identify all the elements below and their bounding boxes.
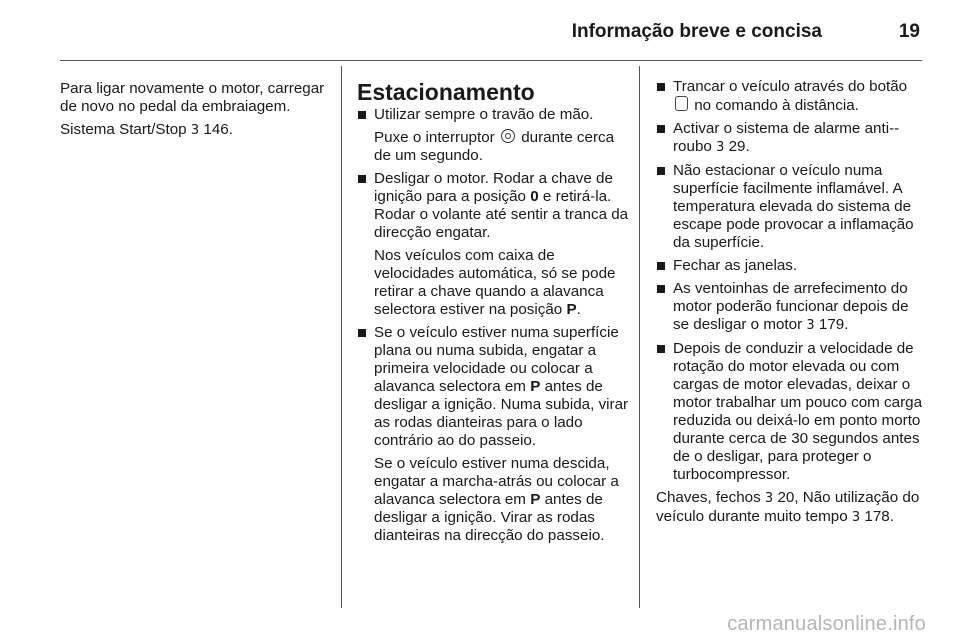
page-reference-icon: 3	[851, 510, 861, 525]
column-1	[60, 80, 328, 145]
paragraph-reference: Chaves, fechos 3 20, Não utilização do veículo durante muito tempo 3 178.	[656, 489, 920, 525]
list-item: Não estacionar o veículo numa superfície facilmente inflamável. A temperatura elevada do sistema de escape pode provocar a inflamação da superfície.	[656, 162, 926, 252]
page-reference-icon: 3	[190, 123, 200, 138]
list-item-detail: Se o veículo estiver numa descida, engatar a marcha-atrás ou colocar a alavanca selectora em P antes de desligar a ignição. Virar as rodas dianteiras na direcção do passeio.	[374, 455, 619, 544]
paragraph: Para ligar novamente o motor, carregar de novo no pedal da embraiagem.	[60, 80, 325, 115]
column-divider	[341, 66, 342, 608]
watermark: carmanualsonline.info	[727, 613, 926, 635]
page-reference-icon: 3	[716, 140, 725, 155]
page-number: 19	[898, 21, 920, 42]
list-item: Activar o sistema de alarme anti--roubo 3 29.	[656, 120, 926, 157]
header-rule	[60, 60, 922, 61]
list-item: Trancar o veículo através do botão no comando à distância.	[656, 78, 926, 115]
page-reference-icon: 3	[806, 318, 815, 333]
paragraph-reference: Sistema Start/Stop 3 146.	[60, 121, 233, 138]
list-item-detail: Nos veículos com caixa de velocidades automática, só se pode retirar a chave quando a alavanca selectora estiver na posição P.	[374, 247, 616, 318]
column-3	[656, 78, 926, 532]
column-divider	[639, 66, 640, 608]
page-reference-icon: 3	[764, 491, 774, 506]
list-item: Desligar o motor. Rodar a chave de ignição para a posição 0 e retirá-la. Rodar o volante até sentir a tranca da direcção engatar.	[357, 170, 629, 242]
list-item: Fechar as janelas.	[656, 257, 926, 275]
list-item: Utilizar sempre o travão de mão.	[357, 106, 629, 124]
parking-brake-icon	[501, 129, 515, 143]
list-item: As ventoinhas de arrefecimento do motor poderão funcionar depois de se desligar o motor 3 179.	[656, 280, 926, 335]
lock-button-icon	[675, 96, 688, 111]
list-item: Se o veículo estiver numa superfície plana ou numa subida, engatar a primeira velocidade ou colocar a alavanca selectora em P antes de desligar a ignição. Numa subida, virar as rodas dianteiras para o lado contrário ao do passeio.	[357, 324, 629, 450]
page-header-title: Informação breve e concisa	[571, 21, 822, 42]
section-heading: Estacionamento	[357, 79, 535, 105]
column-2	[357, 80, 629, 550]
list-item: Depois de conduzir a velocidade de rotação do motor elevada ou com cargas de motor elevadas, deixar o motor trabalhar um pouco com carga reduzida ou deixá-lo em ponto morto durante cerca de 30 segundos antes de o desligar, para proteger o turbocompressor.	[656, 340, 926, 484]
list-item-detail: Puxe o interruptor durante cerca de um segundo.	[374, 129, 615, 164]
